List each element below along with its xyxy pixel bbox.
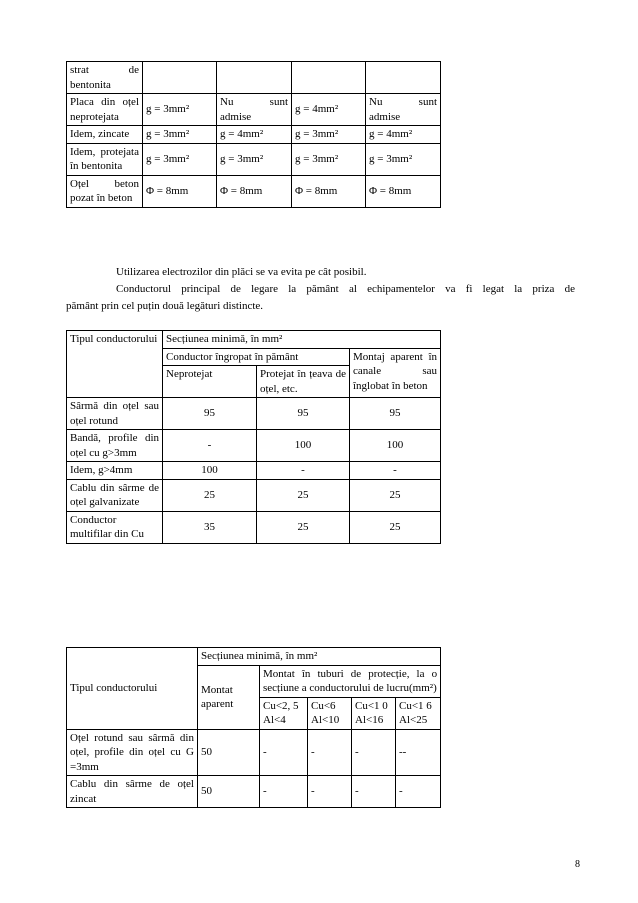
table-cell: Nu sunt admise	[366, 94, 441, 126]
table-cell: 35	[163, 511, 257, 543]
table-cell: 50	[198, 776, 260, 808]
table-cell: g = 3mm²	[217, 143, 292, 175]
table-row	[67, 462, 441, 480]
row-label: Oțel rotund sau sârmă din oțel, profile din oțel cu G =3mm	[67, 729, 198, 776]
table-row	[67, 479, 441, 511]
header-buried: Conductor îngropat în pământ	[163, 348, 350, 366]
table-cell: g = 4mm²	[217, 126, 292, 144]
row-label: Idem, zincate	[67, 126, 143, 144]
table-cell: 95	[350, 398, 441, 430]
header-min-section: Secțiunea minimă, în mm²	[163, 331, 441, 349]
table-cell: 25	[350, 479, 441, 511]
row-label: strat de bentonita	[67, 62, 143, 94]
paragraph-1: Utilizarea electrozilor din plăci se va evita pe cât posibil.	[116, 266, 367, 278]
table-row	[67, 729, 441, 776]
table-cell: g = 3mm²	[292, 143, 366, 175]
table-cell: 25	[163, 479, 257, 511]
table-cell: -	[163, 430, 257, 462]
row-label: Sârmă din oțel sau oțel rotund	[67, 398, 163, 430]
row-label: Idem, protejata în bentonita	[67, 143, 143, 175]
table-cell: Nu sunt admise	[217, 94, 292, 126]
header-visible-mount: Montaj aparent în canale sau înglobat în beton	[350, 348, 441, 398]
table-cell: 95	[163, 398, 257, 430]
table-cell: -	[260, 776, 308, 808]
table-cell: -	[350, 462, 441, 480]
header-conductor-type: Tipul conductorului	[67, 331, 163, 398]
table-row	[67, 126, 441, 144]
table-row	[67, 143, 441, 175]
conductor-section-table	[66, 330, 441, 544]
table-cell: Φ = 8mm	[292, 175, 366, 207]
table-cell: g = 3mm²	[366, 143, 441, 175]
table-cell: g = 3mm²	[143, 126, 217, 144]
table-cell: g = 4mm²	[366, 126, 441, 144]
table-row	[67, 175, 441, 207]
protective-conductor-table	[66, 647, 441, 808]
header-min-section: Secțiunea minimă, în mm²	[198, 648, 441, 666]
table-row	[67, 430, 441, 462]
table-cell: g = 3mm²	[143, 94, 217, 126]
page-number: 8	[575, 859, 580, 870]
paragraph-2-line-1: Conductorul principal de legare la pământ al echipamentelor va fi legat la priza de	[116, 283, 575, 295]
row-label: Placa din oțel neprotejata	[67, 94, 143, 126]
table-cell: -	[257, 462, 350, 480]
table-cell: g = 3mm²	[292, 126, 366, 144]
table-cell: 100	[257, 430, 350, 462]
table-cell: -	[260, 729, 308, 776]
table-cell	[366, 62, 441, 94]
table-cell: 50	[198, 729, 260, 776]
table-cell: 100	[163, 462, 257, 480]
sub-header: Cu<6 Al<10	[308, 697, 352, 729]
table-cell: Φ = 8mm	[143, 175, 217, 207]
table-cell	[292, 62, 366, 94]
table-row	[67, 511, 441, 543]
row-label: Oțel beton pozat în beton	[67, 175, 143, 207]
table-cell: 25	[257, 511, 350, 543]
table-row	[67, 94, 441, 126]
electrode-table	[66, 61, 441, 208]
table-row	[67, 398, 441, 430]
row-label: Conductor multifilar din Cu	[67, 511, 163, 543]
row-label: Cablu din sârme de oțel zincat	[67, 776, 198, 808]
sub-header: Cu<2, 5 Al<4	[260, 697, 308, 729]
row-label: Bandă, profile din oțel cu g>3mm	[67, 430, 163, 462]
sub-header: Cu<1 0 Al<16	[352, 697, 396, 729]
table-cell: 25	[257, 479, 350, 511]
table-cell: g = 3mm²	[143, 143, 217, 175]
header-conductor-type: Tipul conductorului	[67, 648, 198, 730]
row-label: Cablu din sârme de oțel galvanizate	[67, 479, 163, 511]
table-cell: -	[308, 729, 352, 776]
header-visible-mount: Montat aparent	[198, 665, 260, 729]
table-cell: -	[352, 776, 396, 808]
table-cell: Φ = 8mm	[217, 175, 292, 207]
table-cell: g = 4mm²	[292, 94, 366, 126]
table-cell: -	[308, 776, 352, 808]
table-cell: -	[396, 776, 441, 808]
header-protective-tubes: Montat în tuburi de protecție, la o secțiune a conductorului de lucru(mm²)	[260, 665, 441, 697]
table-row	[67, 776, 441, 808]
sub-header: Cu<1 6 Al<25	[396, 697, 441, 729]
table-cell: -	[352, 729, 396, 776]
table-cell: 25	[350, 511, 441, 543]
table-cell: 95	[257, 398, 350, 430]
table-row	[67, 62, 441, 94]
header-protected: Protejat în țeava de oțel, etc.	[257, 366, 350, 398]
table-cell	[217, 62, 292, 94]
table-cell	[143, 62, 217, 94]
paragraph-2-line-2: pământ prin cel puțin două legături distincte.	[66, 300, 264, 312]
table-cell: 100	[350, 430, 441, 462]
text-block	[66, 264, 575, 315]
row-label: Idem, g>4mm	[67, 462, 163, 480]
header-unprotected: Neprotejat	[163, 366, 257, 398]
table-cell: Φ = 8mm	[366, 175, 441, 207]
table-cell: --	[396, 729, 441, 776]
